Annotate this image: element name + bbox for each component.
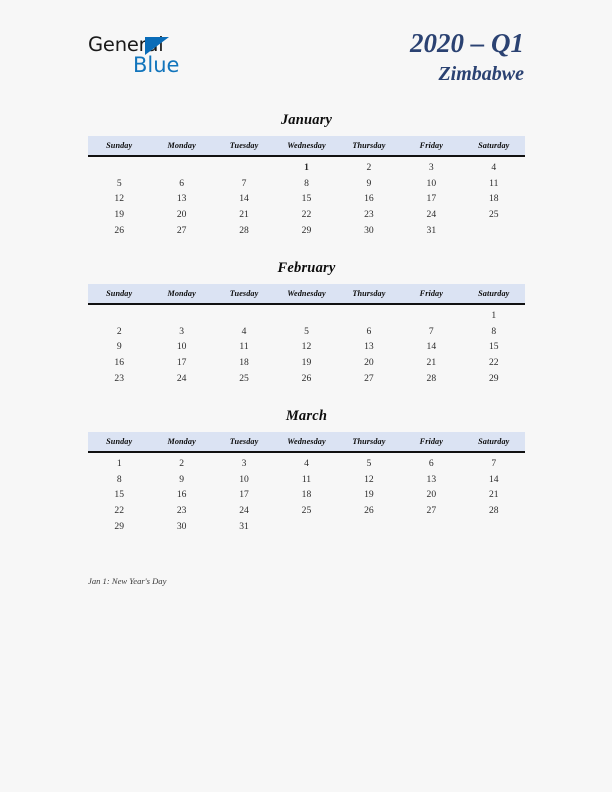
day-cell[interactable]: 30 bbox=[176, 520, 187, 532]
day-cell[interactable]: 8 bbox=[116, 473, 122, 485]
day-cell[interactable]: 26 bbox=[301, 372, 312, 384]
day-cell[interactable]: 16 bbox=[114, 357, 124, 369]
week-row bbox=[88, 487, 525, 503]
day-cell-empty bbox=[150, 156, 212, 176]
weekday-header-sunday: Sunday bbox=[106, 436, 133, 446]
day-cell[interactable]: 6 bbox=[179, 177, 185, 189]
day-cell[interactable]: 11 bbox=[301, 473, 312, 485]
day-cell[interactable]: 31 bbox=[239, 520, 249, 532]
weekday-header-friday: Friday bbox=[419, 288, 443, 298]
day-cell[interactable]: 17 bbox=[239, 489, 249, 501]
day-cell[interactable]: 23 bbox=[176, 505, 187, 517]
weekday-header-saturday: Saturday bbox=[478, 436, 510, 446]
weekday-header-monday: Monday bbox=[167, 436, 196, 446]
day-cell-empty bbox=[275, 518, 337, 534]
week-row bbox=[88, 324, 525, 340]
weekday-header-wednesday: Wednesday bbox=[287, 288, 326, 298]
footnotes bbox=[88, 575, 525, 588]
day-cell[interactable]: 1 bbox=[116, 458, 122, 470]
day-cell[interactable]: 14 bbox=[426, 341, 437, 353]
week-row bbox=[88, 503, 525, 519]
day-cell[interactable]: 27 bbox=[426, 505, 437, 517]
weekday-header-tuesday: Tuesday bbox=[229, 288, 259, 298]
day-cell[interactable]: 3 bbox=[241, 458, 247, 470]
day-cell[interactable]: 30 bbox=[364, 224, 374, 236]
day-cell[interactable]: 29 bbox=[114, 520, 124, 532]
day-cell[interactable]: 27 bbox=[364, 372, 374, 384]
day-cell-empty bbox=[150, 304, 212, 324]
day-cell[interactable]: 13 bbox=[176, 193, 187, 205]
weekday-header-sunday: Sunday bbox=[106, 141, 133, 150]
day-cell[interactable]: 26 bbox=[364, 505, 374, 517]
day-cell[interactable]: 29 bbox=[301, 224, 312, 236]
weekday-header-monday: Monday bbox=[167, 141, 196, 150]
weekday-header-tuesday: Tuesday bbox=[229, 436, 259, 446]
day-cell[interactable]: 24 bbox=[426, 209, 437, 221]
day-cell[interactable]: 14 bbox=[239, 193, 249, 205]
week-row bbox=[88, 452, 525, 472]
brand-name-general: General bbox=[88, 33, 164, 56]
day-cell[interactable]: 2 bbox=[366, 162, 372, 174]
day-cell[interactable]: 6 bbox=[366, 325, 372, 337]
day-cell[interactable]: 7 bbox=[241, 177, 247, 189]
day-cell[interactable]: 15 bbox=[488, 341, 499, 353]
month-title: March bbox=[285, 407, 328, 424]
day-cell[interactable]: 20 bbox=[364, 357, 374, 369]
day-cell[interactable]: 5 bbox=[304, 325, 309, 337]
day-cell[interactable]: 9 bbox=[366, 177, 372, 189]
calendar-table bbox=[88, 284, 525, 386]
weekday-header-thursday: Thursday bbox=[352, 288, 386, 298]
day-cell[interactable]: 11 bbox=[239, 341, 249, 353]
calendar-table bbox=[88, 136, 525, 238]
day-cell-empty bbox=[88, 304, 150, 324]
day-cell[interactable]: 29 bbox=[488, 372, 499, 384]
day-cell[interactable]: 15 bbox=[301, 193, 312, 205]
day-cell[interactable]: 13 bbox=[364, 341, 374, 353]
day-cell-empty bbox=[213, 304, 275, 324]
day-cell[interactable]: 4 bbox=[304, 458, 309, 470]
day-cell[interactable]: 15 bbox=[114, 489, 124, 501]
day-cell[interactable]: 22 bbox=[488, 357, 499, 369]
day-cell[interactable]: 25 bbox=[301, 505, 312, 517]
month-title: January bbox=[280, 112, 333, 128]
weekday-header-saturday: Saturday bbox=[478, 288, 510, 298]
month-title: February bbox=[277, 259, 336, 276]
day-cell[interactable]: 17 bbox=[176, 357, 187, 369]
day-cell-empty bbox=[400, 304, 462, 324]
month-block-january bbox=[88, 112, 525, 238]
day-cell[interactable]: 23 bbox=[364, 209, 374, 221]
day-cell[interactable]: 5 bbox=[366, 458, 372, 470]
weekday-header-sunday: Sunday bbox=[106, 288, 133, 298]
footnote-item: Jan 1: New Year's Day bbox=[88, 576, 167, 586]
day-cell[interactable]: 3 bbox=[428, 162, 434, 174]
day-cell[interactable]: 25 bbox=[239, 372, 249, 384]
day-cell-empty bbox=[88, 156, 150, 176]
day-cell-empty bbox=[213, 156, 275, 176]
day-cell-holiday[interactable]: 1 bbox=[304, 162, 309, 174]
page-title: 2020 – Q1 bbox=[410, 28, 524, 58]
week-row bbox=[88, 207, 525, 223]
day-cell[interactable]: 10 bbox=[426, 177, 437, 189]
day-cell[interactable]: 11 bbox=[489, 177, 499, 189]
day-cell[interactable]: 10 bbox=[239, 473, 249, 485]
day-cell[interactable]: 14 bbox=[488, 473, 499, 485]
day-cell[interactable]: 3 bbox=[179, 325, 185, 337]
page-header bbox=[88, 28, 524, 90]
day-cell[interactable]: 2 bbox=[179, 458, 185, 470]
day-cell[interactable]: 8 bbox=[304, 177, 309, 189]
weekday-header-tuesday: Tuesday bbox=[229, 141, 259, 150]
day-cell[interactable]: 4 bbox=[241, 325, 247, 337]
day-cell[interactable]: 6 bbox=[428, 458, 434, 470]
weekday-header-friday: Friday bbox=[419, 141, 443, 150]
day-cell-empty bbox=[338, 304, 400, 324]
day-cell[interactable]: 31 bbox=[426, 224, 437, 236]
weekday-header-saturday: Saturday bbox=[478, 141, 510, 150]
day-cell[interactable]: 22 bbox=[114, 505, 124, 517]
week-row bbox=[88, 304, 525, 324]
weekday-header-wednesday: Wednesday bbox=[287, 141, 326, 150]
day-cell[interactable]: 7 bbox=[491, 458, 497, 470]
day-cell[interactable]: 12 bbox=[114, 193, 124, 205]
weekday-header-row bbox=[88, 284, 525, 304]
day-cell[interactable]: 12 bbox=[301, 341, 312, 353]
day-cell[interactable]: 4 bbox=[491, 162, 497, 174]
day-cell[interactable]: 7 bbox=[428, 325, 434, 337]
day-cell[interactable]: 18 bbox=[301, 489, 312, 501]
day-cell[interactable]: 17 bbox=[426, 193, 437, 205]
page-subtitle: Zimbabwe bbox=[438, 63, 524, 86]
day-cell[interactable]: 26 bbox=[114, 224, 124, 236]
weekday-header-row bbox=[88, 432, 525, 452]
title-block bbox=[410, 28, 524, 87]
day-cell[interactable]: 9 bbox=[116, 341, 122, 353]
day-cell[interactable]: 16 bbox=[176, 489, 187, 501]
day-cell[interactable]: 16 bbox=[364, 193, 374, 205]
day-cell[interactable]: 19 bbox=[114, 209, 124, 221]
week-row bbox=[88, 191, 525, 207]
day-cell[interactable]: 10 bbox=[176, 341, 187, 353]
brand-name-blue: Blue bbox=[133, 53, 180, 77]
weekday-header-monday: Monday bbox=[167, 288, 196, 298]
day-cell[interactable]: 13 bbox=[426, 473, 437, 485]
day-cell[interactable]: 5 bbox=[116, 177, 122, 189]
day-cell[interactable]: 27 bbox=[176, 224, 187, 236]
week-row bbox=[88, 355, 525, 371]
day-cell[interactable]: 19 bbox=[364, 489, 374, 501]
day-cell-empty bbox=[400, 518, 462, 534]
day-cell[interactable]: 24 bbox=[176, 372, 187, 384]
brand-logo[interactable] bbox=[88, 33, 208, 83]
weekday-header-thursday: Thursday bbox=[352, 141, 386, 150]
week-row bbox=[88, 370, 525, 386]
day-cell[interactable]: 20 bbox=[176, 209, 187, 221]
day-cell[interactable]: 1 bbox=[491, 310, 497, 322]
day-cell[interactable]: 21 bbox=[239, 209, 249, 221]
week-row bbox=[88, 176, 525, 192]
day-cell[interactable]: 18 bbox=[239, 357, 249, 369]
day-cell-empty bbox=[463, 222, 525, 238]
day-cell[interactable]: 28 bbox=[426, 372, 437, 384]
week-row bbox=[88, 472, 525, 488]
day-cell[interactable]: 20 bbox=[426, 489, 437, 501]
weekday-header-row bbox=[88, 136, 525, 156]
weekday-header-thursday: Thursday bbox=[352, 436, 386, 446]
week-row bbox=[88, 518, 525, 534]
calendar-table bbox=[88, 432, 525, 534]
day-cell[interactable]: 2 bbox=[116, 325, 122, 337]
calendar-months bbox=[88, 112, 525, 556]
day-cell[interactable]: 21 bbox=[426, 357, 437, 369]
month-block-march bbox=[88, 408, 525, 534]
day-cell[interactable]: 12 bbox=[364, 473, 374, 485]
month-block-february bbox=[88, 260, 525, 386]
day-cell-empty bbox=[275, 304, 337, 324]
day-cell-empty bbox=[463, 518, 525, 534]
weekday-header-friday: Friday bbox=[419, 436, 443, 446]
day-cell[interactable]: 22 bbox=[301, 209, 312, 221]
day-cell[interactable]: 23 bbox=[114, 372, 124, 384]
day-cell[interactable]: 21 bbox=[488, 489, 499, 501]
day-cell[interactable]: 18 bbox=[488, 193, 499, 205]
day-cell[interactable]: 8 bbox=[491, 325, 497, 337]
week-row bbox=[88, 156, 525, 176]
day-cell-empty bbox=[338, 518, 400, 534]
day-cell[interactable]: 25 bbox=[488, 209, 499, 221]
day-cell[interactable]: 24 bbox=[239, 505, 249, 517]
week-row bbox=[88, 222, 525, 238]
week-row bbox=[88, 339, 525, 355]
day-cell[interactable]: 19 bbox=[301, 357, 312, 369]
day-cell[interactable]: 28 bbox=[488, 505, 499, 517]
weekday-header-wednesday: Wednesday bbox=[287, 436, 326, 446]
day-cell[interactable]: 9 bbox=[179, 473, 185, 485]
day-cell[interactable]: 28 bbox=[239, 224, 249, 236]
